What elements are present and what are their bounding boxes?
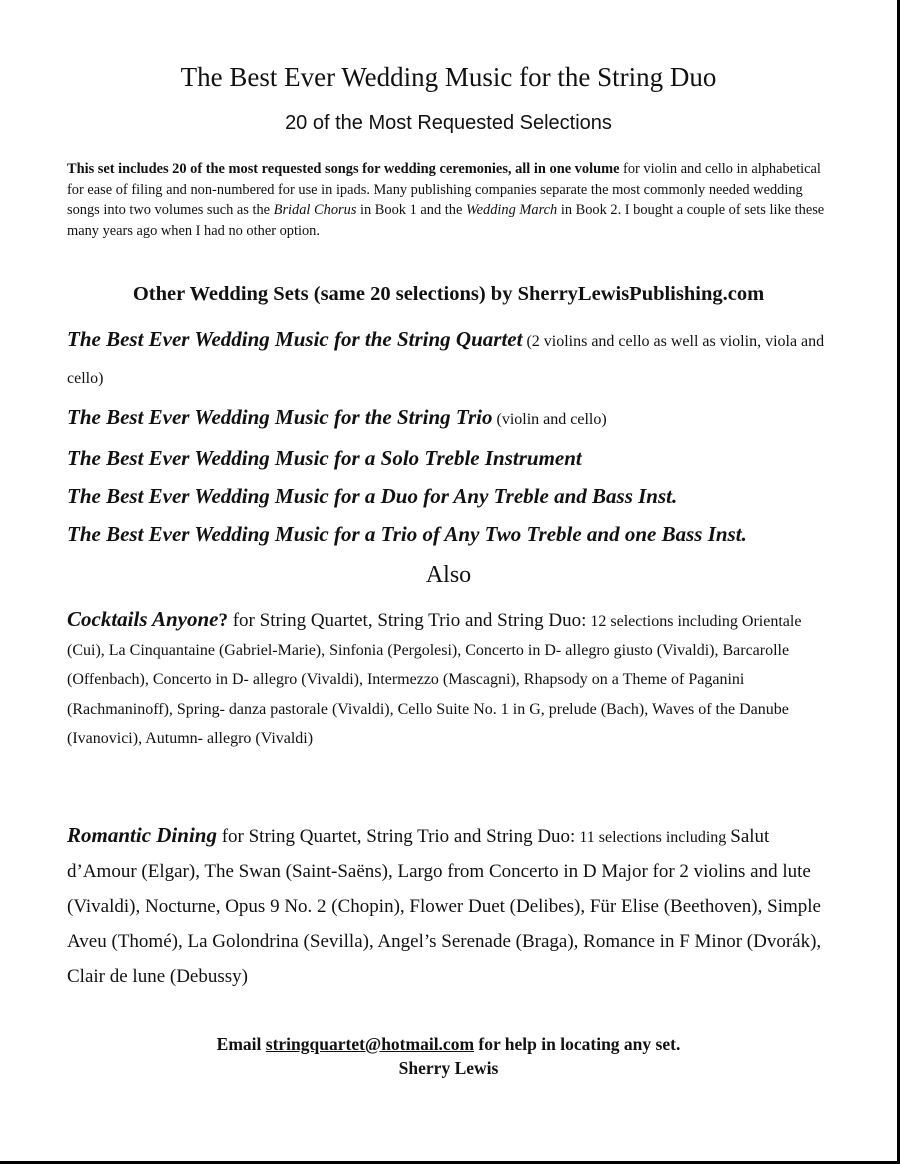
email-link[interactable]: stringquartet@hotmail.com [265,1034,475,1054]
set-title: The Best Ever Wedding Music for a Solo Treble Instrument [67,446,582,470]
intro-text-1: for violin and cello in alphabetical for ease of filing and non-numbered for use in ipads. Many publishing companies separate the most commonly needed wedding songs into two volumes such as the [67,161,821,219]
set-title: The Best Ever Wedding Music for a Duo for Any Treble and Bass Inst. [67,484,678,508]
intro-text-2: in Book 1 and the [356,202,466,219]
list-item [67,322,847,396]
set-note: (2 violins and cello as well as violin, viola and cello) [67,333,825,387]
contact-block [0,1032,897,1080]
contact-prefix: Email [216,1034,266,1054]
cocktails-question-mark: ? [218,610,228,631]
romantic-paragraph [67,818,842,995]
romantic-description: for String Quartet, String Trio and String Duo: [216,826,576,847]
cocktails-description: for String Quartet, String Trio and String Duo: [227,610,587,631]
romantic-title: Romantic Dining [67,823,217,847]
intro-italic-bridal-chorus: Bridal Chorus [273,202,357,219]
other-sets-heading: Other Wedding Sets (same 20 selections) by SherryLewisPublishing.com [132,283,765,305]
intro-text-3: in Book 2. I bought a couple of sets like these many years ago when I had no other option. [67,202,825,239]
intro-italic-wedding-march: Wedding March [465,202,558,219]
romantic-selections-intro: 11 selections including [575,829,731,846]
list-item [67,479,847,513]
set-note: (violin and cello) [492,411,607,428]
romantic-selections: Salut d’Amour (Elgar), The Swan (Saint-Saëns), Largo from Concerto in D Major for 2 violins and lute (Vivaldi), Nocturne, Opus 9 No. 2 (Chopin), Flower Duet (Delibes), Für Elise (Beethoven), Simple Aveu (Thomé), La Golondrina (Sevilla), Angel’s Serenade (Braga), Romance in F Minor (Dvorák), Clair de lune (Debussy) [67,826,822,987]
set-title: The Best Ever Wedding Music for the String Trio [67,405,493,429]
page-subtitle: 20 of the Most Requested Selections [285,112,612,134]
set-title: The Best Ever Wedding Music for the String Quartet [67,327,523,351]
intro-paragraph [67,159,833,241]
cocktails-title: Cocktails Anyone [67,607,219,631]
contact-suffix: for help in locating any set. [474,1034,681,1054]
contact-line [0,1032,897,1056]
wedding-sets-list [67,322,847,555]
intro-bold-text: This set includes 20 of the most requested songs for wedding ceremonies, all in one volume [67,161,620,177]
page-title: The Best Ever Wedding Music for the String Duo [180,62,717,92]
list-item [67,441,847,475]
also-heading: Also [425,562,472,588]
cocktails-paragraph [67,605,842,753]
set-title: The Best Ever Wedding Music for a Trio of Any Two Treble and one Bass Inst. [67,522,747,546]
cocktails-selections: 12 selections including Orientale (Cui), La Cinquantaine (Gabriel-Marie), Sinfonia (Pergolesi), Concerto in D- allegro giusto (Vivaldi), Barcarolle (Offenbach), Concerto in D- allegro (Vivaldi), Intermezzo (Mascagni), Rhapsody on a Theme of Paganini (Rachmaninoff), Spring- danza pastorale (Vivaldi), Cello Suite No. 1 in G, prelude (Bach), Waves of the Danube (Ivanovici), Autumn- allegro (Vivaldi) [67,613,802,747]
list-item [67,517,847,551]
list-item [67,400,847,437]
author-name: Sherry Lewis [398,1058,499,1078]
